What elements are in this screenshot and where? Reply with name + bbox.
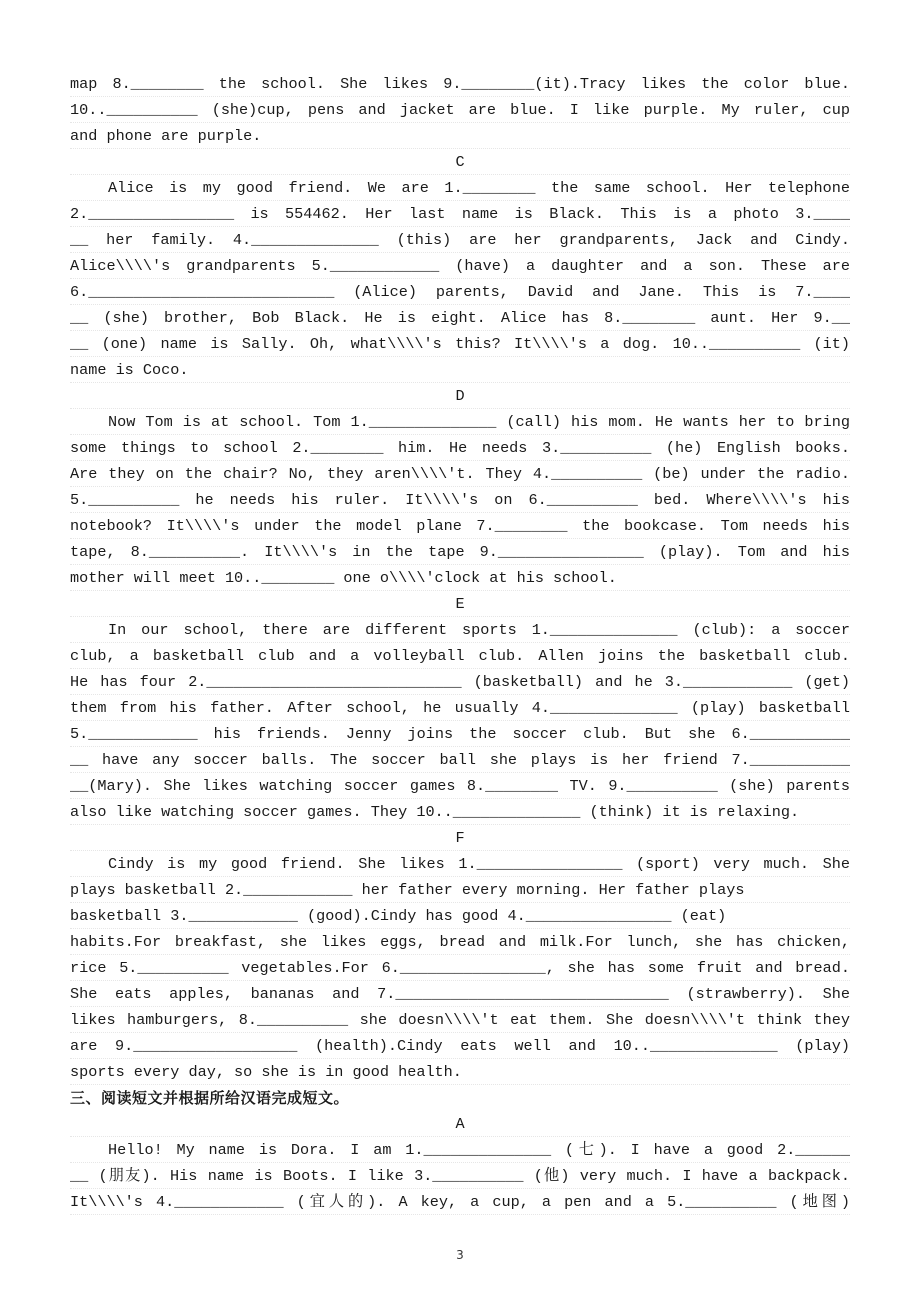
part-three	[70, 1085, 850, 1215]
section-heading: D	[70, 383, 850, 409]
passage-line: plays basketball 2.____________ her father every morning. Her father plays	[70, 877, 850, 903]
passage-line: some things to school 2.________ him. He needs 3.__________ (he) English books.	[70, 435, 850, 461]
section-heading: A	[70, 1111, 850, 1137]
section-c	[70, 149, 850, 383]
passage-line: 2.________________ is 554462. Her last name is Black. This is a photo 3.____	[70, 201, 850, 227]
passage-line: and phone are purple.	[70, 123, 850, 149]
passage-line: __ (she) brother, Bob Black. He is eight. Alice has 8.________ aunt. Her 9.__	[70, 305, 850, 331]
passage-line: rice 5.__________ vegetables.For 6.________________, she has some fruit and bread.	[70, 955, 850, 981]
passage-line: __(Mary). She likes watching soccer games 8.________ TV. 9.__________ (she) parents	[70, 773, 850, 799]
passage-line: sports every day, so she is in good health.	[70, 1059, 850, 1085]
passage-line: are 9.__________________ (health).Cindy eats well and 10..______________ (play)	[70, 1033, 850, 1059]
passage-line: them from his father. After school, he usually 4.______________ (play) basketball	[70, 695, 850, 721]
section-heading: C	[70, 149, 850, 175]
section-heading: F	[70, 825, 850, 851]
passage-line: Now Tom is at school. Tom 1.______________ (call) his mom. He wants her to bring	[70, 409, 850, 435]
passage-line: name is Coco.	[70, 357, 850, 383]
passage-line: club, a basketball club and a volleyball club. Allen joins the basketball club.	[70, 643, 850, 669]
section-heading: E	[70, 591, 850, 617]
passage-line: mother will meet 10..________ one o\\\\'clock at his school.	[70, 565, 850, 591]
passage-line: Hello! My name is Dora. I am 1.______________ (七). I have a good 2.______	[70, 1137, 850, 1163]
section-f	[70, 825, 850, 1085]
passage-line: In our school, there are different sports 1.______________ (club): a soccer	[70, 617, 850, 643]
passage-line: notebook? It\\\\'s under the model plane 7.________ the bookcase. Tom needs his	[70, 513, 850, 539]
passage-line: 10..__________ (she)cup, pens and jacket are blue. I like purple. My ruler, cup	[70, 97, 850, 123]
passage-line: She eats apples, bananas and 7.______________________________ (strawberry). She	[70, 981, 850, 1007]
section-b-passage	[70, 71, 850, 149]
passage-line: __ have any soccer balls. The soccer ball she plays is her friend 7.___________	[70, 747, 850, 773]
passage-line: 5.____________ his friends. Jenny joins the soccer club. But she 6.___________	[70, 721, 850, 747]
page-number: 3	[456, 1248, 464, 1262]
passage-line: Cindy is my good friend. She likes 1.________________ (sport) very much. She	[70, 851, 850, 877]
passage-line: habits.For breakfast, she likes eggs, bread and milk.For lunch, she has chicken,	[70, 929, 850, 955]
passage-line: 6.___________________________ (Alice) parents, David and Jane. This is 7.____	[70, 279, 850, 305]
passage-line: Alice\\\\'s grandparents 5.____________ (have) a daughter and a son. These are	[70, 253, 850, 279]
passage-line: __ her family. 4.______________ (this) are her grandparents, Jack and Cindy.	[70, 227, 850, 253]
part-title: 三、阅读短文并根据所给汉语完成短文。	[70, 1089, 350, 1107]
passage-line: tape, 8.__________. It\\\\'s in the tape 9.________________ (play). Tom and his	[70, 539, 850, 565]
passage-line: also like watching soccer games. They 10..______________ (think) it is relaxing.	[70, 799, 850, 825]
passage-line: He has four 2.____________________________ (basketball) and he 3.____________ (get)	[70, 669, 850, 695]
passage-line: 5.__________ he needs his ruler. It\\\\'s on 6.__________ bed. Where\\\\'s his	[70, 487, 850, 513]
passage-line: Are they on the chair? No, they aren\\\\'t. They 4.__________ (be) under the radio.	[70, 461, 850, 487]
passage-line: Alice is my good friend. We are 1.________ the same school. Her telephone	[70, 175, 850, 201]
passage-line: __ (one) name is Sally. Oh, what\\\\'s this? It\\\\'s a dog. 10..__________ (it)	[70, 331, 850, 357]
passage-line: map 8.________ the school. She likes 9.________(it).Tracy likes the color blue.	[70, 71, 850, 97]
section-e	[70, 591, 850, 825]
worksheet-page	[70, 71, 850, 1215]
passage-line: It\\\\'s 4.____________ (宜人的). A key, a cup, a pen and a 5.__________ (地图)	[70, 1189, 850, 1215]
passage-line: likes hamburgers, 8.__________ she doesn\\\\'t eat them. She doesn\\\\'t think they	[70, 1007, 850, 1033]
section-d	[70, 383, 850, 591]
passage-line: basketball 3.____________ (good).Cindy has good 4.________________ (eat)	[70, 903, 850, 929]
passage-line: __ (朋友). His name is Boots. I like 3.__________ (他) very much. I have a backpack.	[70, 1163, 850, 1189]
